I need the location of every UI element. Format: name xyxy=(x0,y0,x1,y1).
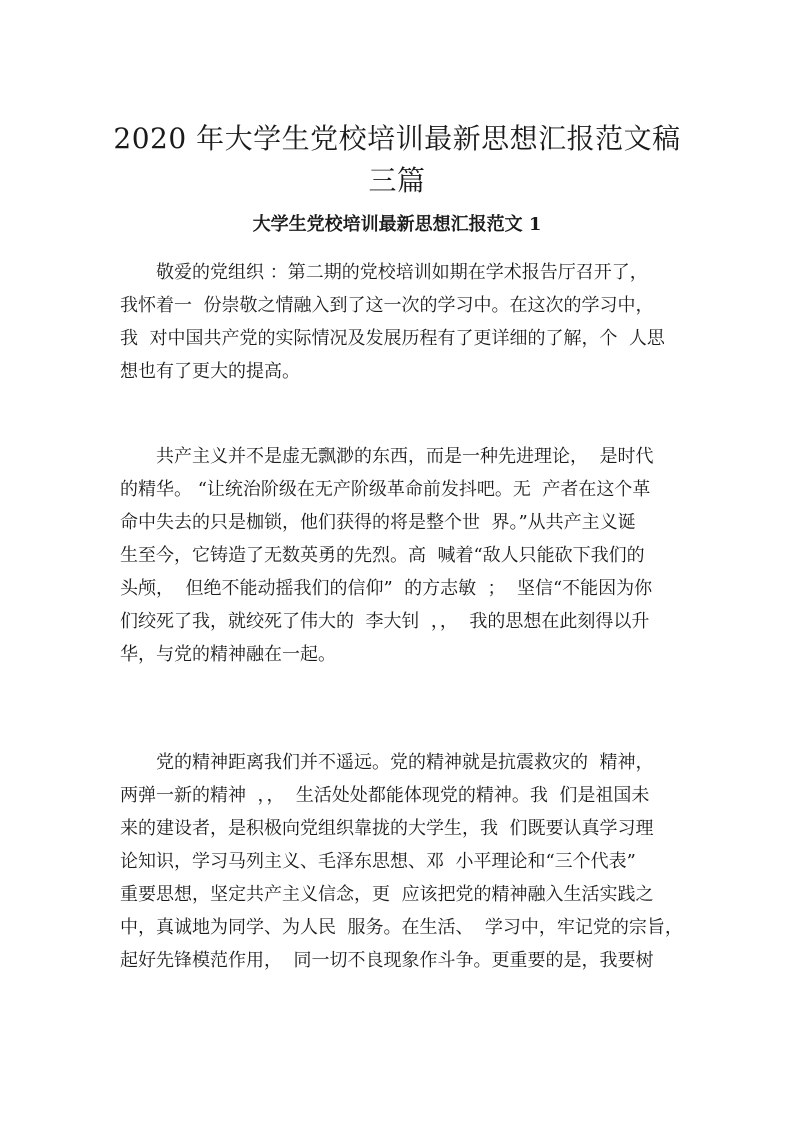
paragraph-line: 中，真诚地为同学、为人民 服务。在生活、 学习中，牢记党的宗旨， xyxy=(120,917,683,938)
paragraph-line: 想也有了更大的提高。 xyxy=(120,361,300,382)
paragraph-line: 论知识，学习马列主义、毛泽东思想、邓 小平理论和“三个代表” xyxy=(120,851,636,872)
paragraph-line: 我 对中国共产党的实际情况及发展历程有了更详细的了解，个 人思 xyxy=(120,328,665,349)
paragraph-3 xyxy=(120,746,683,977)
paragraph-2 xyxy=(120,440,680,671)
paragraph-line: 起好先锋模范作用， 同一切不良现象作斗争。更重要的是，我要树 xyxy=(120,950,654,971)
paragraph-line: 我怀着一 份崇敬之情融入到了这一次的学习中。在这次的学习中， xyxy=(120,295,654,316)
paragraph-line: 命中失去的只是枷锁，他们获得的将是整个世 界。”从共产主义诞 xyxy=(120,512,636,533)
paragraph-line: 来的建设者，是积极向党组织靠拢的大学生，我 们既要认真学习理 xyxy=(120,818,654,839)
paragraph-line: 党的精神距离我们并不遥远。党的精神就是抗震救灾的 精神， xyxy=(156,752,654,773)
paragraph-line: 们绞死了我，就绞死了伟大的 李大钊 ，， 我的思想在此刻得以升 xyxy=(120,611,650,632)
paragraph-line: 共产主义并不是虚无飘渺的东西，而是一种先进理论， 是时代 xyxy=(156,446,654,467)
paragraph-line: 敬爱的党组织 ：第二期的党校培训如期在学术报告厅召开了， xyxy=(156,262,648,283)
paragraph-line: 生至今，它铸造了无数英勇的先烈。高 喊着“敌人只能砍下我们的 xyxy=(120,545,645,566)
paragraph-line: 重要思想，坚定共产主义信念，更 应该把党的精神融入生活实践之 xyxy=(120,884,654,905)
paragraph-1 xyxy=(120,256,680,388)
paragraph-line: 两弹一新的精神 ，， 生活处处都能体现党的精神。我 们是祖国未 xyxy=(120,785,650,806)
document-subtitle: 大学生党校培训最新思想汇报范文 1 xyxy=(252,214,542,235)
paragraph-line: 的精华。 “让统治阶级在无产阶级革命前发抖吧。无 产者在这个革 xyxy=(120,479,651,500)
paragraph-line: 头颅， 但绝不能动摇我们的信仰” 的方志敏 ； 坚信“不能因为你 xyxy=(120,578,653,599)
document-title: 2020 年大学生党校培训最新思想汇报范文稿三篇 xyxy=(113,122,681,197)
paragraph-line: 华，与党的精神融在一起。 xyxy=(120,644,336,665)
